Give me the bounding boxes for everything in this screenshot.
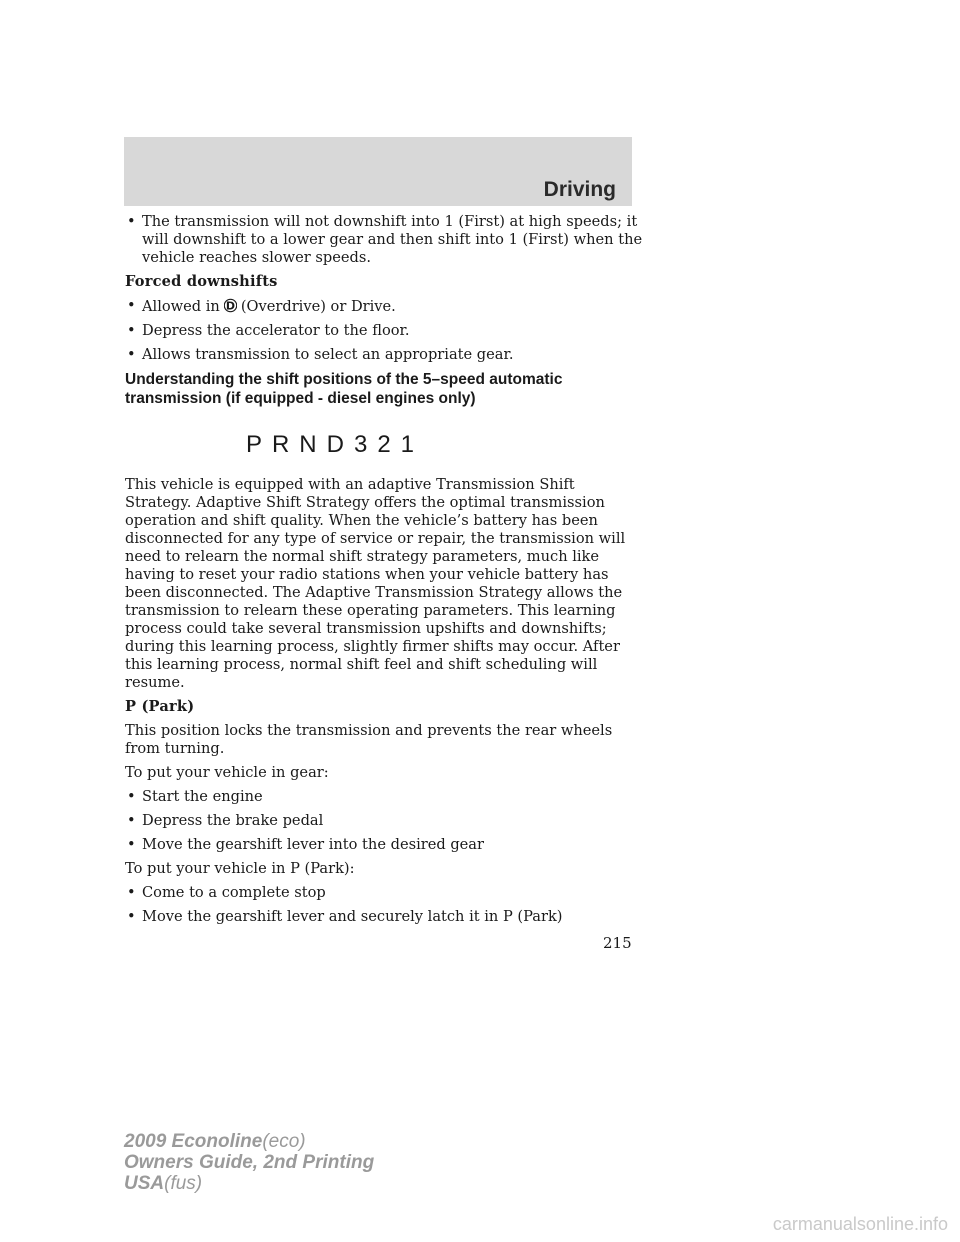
bullet-icon: • — [127, 297, 136, 314]
list-item-text: Start the engine — [142, 788, 263, 805]
bullet-icon: • — [127, 346, 136, 363]
list-item — [125, 297, 645, 316]
park-intro: To put your vehicle in P (Park): — [125, 860, 355, 877]
footer-model: 2009 Econoline — [124, 1131, 263, 1152]
list-item-text: (Overdrive) or Drive. — [240, 298, 396, 315]
bullet-icon: • — [127, 788, 136, 805]
overdrive-d-icon — [224, 297, 237, 314]
footer-line — [124, 1173, 374, 1194]
heading-line: transmission (if equipped - diesel engines only) — [125, 390, 476, 407]
list-item-text: Depress the accelerator to the floor. — [142, 322, 410, 339]
list-item-text: Move the gearshift lever into the desired gear — [142, 836, 484, 853]
bullet-icon: • — [127, 908, 136, 925]
page-number: 215 — [603, 934, 632, 952]
footer-guide: Owners Guide, 2nd Printing — [124, 1152, 375, 1173]
list-item-text: Move the gearshift lever and securely latch it in P (Park) — [142, 908, 563, 925]
list-item-text: Allows transmission to select an appropriate gear. — [142, 346, 514, 363]
bullet-icon: • — [127, 812, 136, 829]
list-item — [125, 346, 645, 364]
list-item — [125, 836, 645, 854]
list-item-text: Allowed in — [142, 298, 220, 315]
gear-intro: To put your vehicle in gear: — [125, 764, 329, 781]
footer-market: USA — [124, 1173, 165, 1194]
watermark: carmanualsonline.info — [772, 1214, 948, 1234]
heading-line: Understanding the shift positions of the 5–speed automatic — [125, 371, 563, 388]
footer-line — [124, 1131, 374, 1152]
footer-model-code: (eco) — [262, 1131, 306, 1152]
bullet-icon: • — [127, 884, 136, 901]
bullet-icon: • — [127, 836, 136, 853]
svg-text:D: D — [225, 299, 235, 313]
shift-positions-heading — [125, 370, 645, 408]
park-description: This position locks the transmission and prevents the rear wheels from turning. — [125, 722, 613, 757]
page-content — [125, 213, 645, 932]
list-item — [125, 812, 645, 830]
list-item — [125, 884, 645, 902]
list-item — [125, 908, 645, 926]
document-footer — [124, 1131, 374, 1194]
footer-market-code: (fus) — [164, 1173, 203, 1194]
list-item — [125, 788, 645, 806]
list-item-text: Depress the brake pedal — [142, 812, 324, 829]
list-item-text: The transmission will not downshift into 1 (First) at high speeds; it will downshift to a lower gear and then shift into 1 (First) when the vehicle reaches slower speeds. — [142, 213, 643, 266]
footer-line — [124, 1152, 374, 1173]
adaptive-strategy-paragraph: This vehicle is equipped with an adaptive Transmission Shift Strategy. Adaptive Shift Strategy offers the optimal transmission operation and shift quality. When the vehicle’s battery has been disconnected for any type of service or repair, the transmission will need to relearn the normal shift strategy parameters, much like having to reset your radio stations when your vehicle battery has been disconnected. The Adaptive Transmission Strategy allows the transmission to relearn these operating parameters. This learning process could take several transmission upshifts and downshifts; during this learning process, slightly firmer shifts may occur. After this learning process, normal shift feel and shift scheduling will resume. — [125, 476, 626, 691]
section-header-band — [124, 137, 632, 206]
bullet-icon: • — [127, 322, 136, 339]
list-item — [125, 322, 645, 340]
list-item — [125, 213, 645, 267]
forced-downshifts-heading: Forced downshifts — [125, 273, 278, 290]
bullet-icon: • — [127, 213, 136, 230]
section-title: Driving — [543, 178, 616, 201]
park-heading: P (Park) — [125, 698, 195, 715]
list-item-text: Come to a complete stop — [142, 884, 326, 901]
gear-positions-display: PRND321 — [245, 431, 425, 458]
